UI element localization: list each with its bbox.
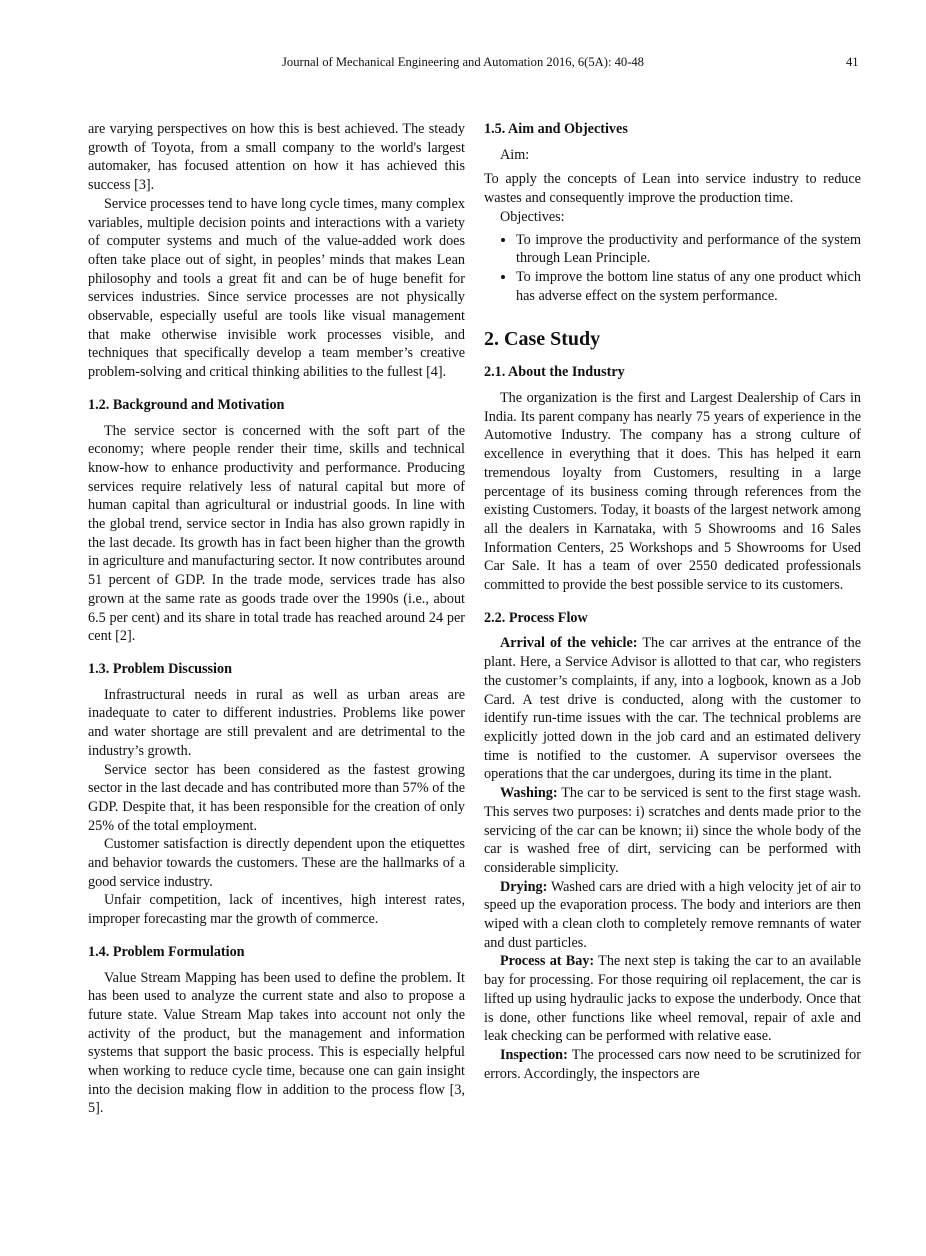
section-1-2-heading: 1.2. Background and Motivation (88, 396, 285, 413)
process-step-label: Washing: (500, 785, 558, 802)
section-1-3-paragraph-4: Unfair competition, lack of incentives, high interest rates, improper forecasting mar the growth of commerce. (88, 892, 465, 928)
section-1-5-heading: 1.5. Aim and Objectives (484, 121, 628, 137)
right-column (484, 120, 861, 1083)
left-column (88, 120, 465, 1118)
section-1-4-paragraph: Value Stream Mapping has been used to define the problem. It has been used to analyze the current state and also to propose a future state. Value Stream Map takes into account not only the activity of the product, but the management and information systems that support the basic process. This is especially helpful when working to reduce cycle time, because one can gain insight into the decision making flow in addition to the process flow [3, 5]. (88, 969, 465, 1117)
process-step-text: The processed cars now need to be scrutinized for errors. Accordingly, the inspectors are (484, 1046, 861, 1082)
aim-label: Aim: (500, 146, 530, 163)
process-step (484, 634, 861, 784)
process-step-label: Arrival of the vehicle: (500, 635, 638, 652)
process-step-label: Inspection: (500, 1046, 568, 1063)
process-step (484, 1046, 861, 1083)
section-2-2-heading: 2.2. Process Flow (484, 609, 588, 626)
section-1-3-paragraph-3: Customer satisfaction is directly dependent upon the etiquettes and behavior towards the customers. These are the hallmarks of a good service industry. (88, 836, 465, 890)
section-2-1-heading: 2.1. About the Industry (484, 364, 625, 381)
aim-text: To apply the concepts of Lean into service industry to reduce wastes and consequently improve the production time. (484, 171, 861, 207)
process-step-text: The car to be serviced is sent to the first stage wash. This serves two purposes: i) scratches and dents made prior to the servicing of the car can be known; ii) since the whole body of the car is washed free of dirt, servicing can be performed with considerable simplicity. (484, 785, 861, 876)
process-step (484, 784, 861, 878)
process-step-text: The next step is taking the car to an available bay for processing. For those requiring oil replacement, the car is lifted up using hydraulic jacks to expose the underbody. Once that is done, other functions like wheel removal, repair of axle and leak checking can be performed with relative ease. (484, 953, 861, 1045)
objective-item: • To improve the bottom line status of any one product which has adverse effect on the system performance. (516, 268, 861, 305)
process-step-label: Drying: (500, 878, 548, 895)
process-step (484, 878, 861, 953)
section-2-1-paragraph: The organization is the first and Largest Dealership of Cars in India. Its parent company has nearly 75 years of experience in the Automotive Industry. The company has a strong culture of excellence in everything that it does. This has helped it earn tremendous loyalty from Customers, resulting in a large percentage of its business coming through references from the existing Customers. Today, it boasts of the largest network among all the dealers in Karnataka, with 5 Showrooms and 16 Sales Information Centers, 25 Workshops and 5 Showrooms for Used Car Sale. It has a team of over 2550 dedicated professionals committed to provide the best possible service to its customers. (484, 390, 861, 594)
section-1-3-heading: 1.3. Problem Discussion (88, 660, 232, 677)
page-header (0, 55, 926, 75)
section-1-3-paragraph-1: Infrastructural needs in rural as well as urban areas are inadequate to cater to different industries. Problems like power and water shortage are still prevalent and are detrimental to the industry’s growth. (88, 686, 465, 759)
process-step-text: Washed cars are dried with a high velocity jet of air to speed up the evaporation process. The body and interiors are then wiped with a clean cloth to completely remove remnants of water and dust particles. (484, 878, 861, 951)
objectives-list (484, 231, 861, 306)
page-number: 41 (846, 55, 859, 69)
section-1-2-paragraph: The service sector is concerned with the soft part of the economy; where people render their time, skills and technical know-how to enhance productivity and performance. Producing services require relatively less of natural capital but more of human capital than agricultural or industrial goods. In line with the global trend, service sector in India has also grown rapidly in the last decade. Its growth has in fact been higher than the growth in agriculture and manufacturing sector. It now contributes around 51 percent of GDP. In the trade mode, services trade has also grown at the same rate as goods trade over the 1990s (i.e., about 6.5 per cent) and its share in total trade has reached around 24 per cent [2]. (88, 422, 465, 645)
process-step (484, 952, 861, 1046)
intro-paragraph-2: Service processes tend to have long cycle times, many complex variables, multiple decision points and interactions with a variety of computer systems and much of the value-added work does often take place out of sight, in peoples’ minds that makes Lean philosophy and tools a great fit and can be of huge benefit for services industries. Since service processes are not physically observable, especially useful are tools like visual management that make otherwise invisible work processes visible, and techniques that specifically develop a team member’s creative problem-solving and critical thinking abilities to the fullest [4]. (88, 195, 465, 381)
section-2-title: 2. Case Study (484, 328, 601, 351)
section-1-3-paragraph-2: Service sector has been considered as the fastest growing sector in the last decade and has contributed more than 57% of the GDP. Despite that, it has been responsible for the creation of only 25% of the total employment. (88, 761, 465, 834)
process-step-text: The car arrives at the entrance of the plant. Here, a Service Advisor is allotted to that car, who registers the customer’s complaints, if any, into a logbook, known as a Job Card. A test drive is conducted, along with the customer to identify run-time issues with the car. The technical problems are explicitly jotted down in the job card and an estimated delivery time is notified to the customer. A supervisor oversees the operations that the car undergoes, during its time in the plant. (484, 635, 862, 783)
process-step-label: Process at Bay: (500, 953, 595, 970)
objective-item: • To improve the productivity and performance of the system through Lean Principle. (516, 231, 861, 268)
journal-citation: Journal of Mechanical Engineering and Automation 2016, 6(5A): 40-48 (282, 55, 644, 69)
section-1-4-heading: 1.4. Problem Formulation (88, 943, 245, 960)
objectives-label: Objectives: (500, 208, 565, 225)
intro-paragraph-1: are varying perspectives on how this is best achieved. The steady growth of Toyota, from a small company to the world's largest automaker, has focused attention on how it has achieved this success [3]. (88, 121, 465, 194)
